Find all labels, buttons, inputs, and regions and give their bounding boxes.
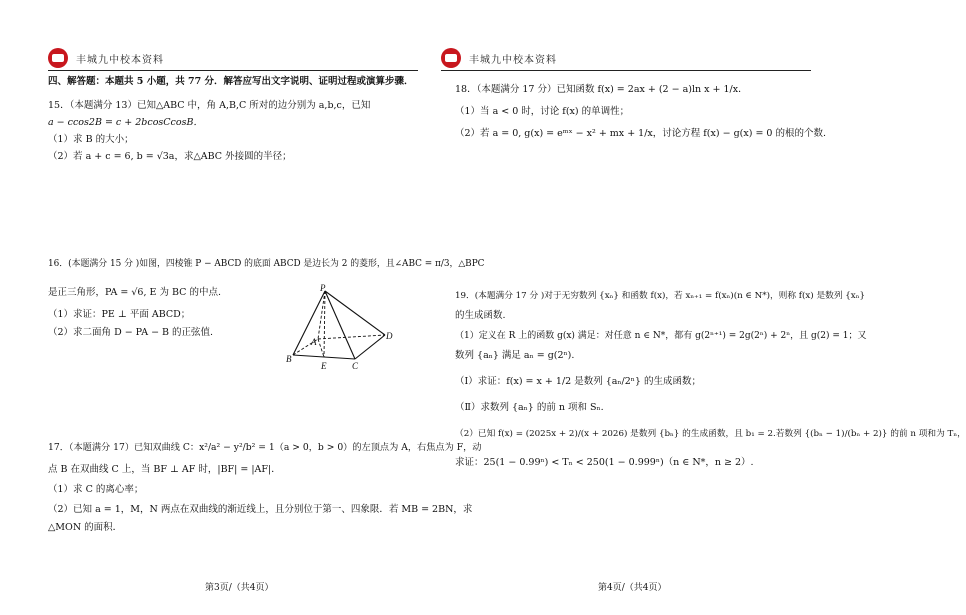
school-logo-icon [48, 48, 68, 68]
q19-line3: （1）定义在 R 上的函数 g(x) 满足：对任意 n ∈ N*，都有 g(2ⁿ⁺¹) = 2g(2ⁿ) + 2ⁿ，且 g(2) = 1；又 [455, 331, 867, 341]
q19-line6: （Ⅱ）求数列 {aₙ} 的前 n 项和 Sₙ. [455, 402, 604, 413]
right-header [441, 47, 811, 69]
q16-line1: 16．(本题满分 15 分 )如图，四棱锥 P − ABCD 的底面 ABCD 是边长为 2 的菱形，且∠ABC = π/3，△BPC [48, 259, 485, 269]
edge-ae [318, 339, 324, 357]
edge-pc [325, 291, 355, 359]
q16-line3: （1）求证：PE ⊥ 平面 ABCD； [48, 309, 191, 320]
left-header [48, 47, 418, 69]
q17-line5: △MON 的面积． [48, 522, 123, 533]
label-b: B [286, 354, 292, 364]
q18-line3: （2）若 a = 0, g(x) = eᵐˣ − x² + mx + 1/x，讨论方程 f(x) − g(x) = 0 的根的个数. [455, 128, 827, 139]
label-d: D [386, 331, 393, 341]
q19-line7: （2）已知 f(x) = (2025x + 2)/(x + 2026) 是数列 {bₙ} 的生成函数，且 b₁ = 2.若数列 {(bₙ − 1)/(bₙ + 2)} 的前 n 项和为 Tₙ， [455, 429, 966, 439]
q18-line1: 18．（本题满分 17 分）已知函数 f(x) = 2ax + (2 − a)ln x + 1/x． [455, 84, 748, 95]
q19-line5: （Ⅰ）求证：f(x) = x + 1/2 是数列 {aₙ/2ⁿ} 的生成函数； [455, 376, 701, 387]
q19-line8: 求证：25(1 − 0.99ⁿ) < Tₙ < 250(1 − 0.999ⁿ)（n ∈ N*，n ≥ 2）. [455, 457, 754, 468]
edge-cd [355, 335, 385, 359]
q15-line2: a − ccos2B = c + 2bcosCcosB． [48, 117, 203, 128]
left-page-footer: 第3页/（共4页） [205, 583, 274, 593]
q17-line3: （1）求 C 的离心率； [48, 484, 144, 495]
q19-line4: 数列 {aₙ} 满足 aₙ = g(2ⁿ). [455, 350, 575, 361]
edge-pe [324, 291, 325, 357]
q17-line2: 点 B 在双曲线 C 上，当 BF ⊥ AF 时，|BF| = |AF|． [48, 464, 281, 475]
q16-line2: 是正三角形，PA = √6, E 为 BC 的中点. [48, 287, 221, 298]
q15-line3: （1）求 B 的大小； [48, 134, 134, 145]
q17-line1: 17．（本题满分 17）已知双曲线 C：x²/a² − y²/b² = 1（a > 0，b > 0）的左顶点为 A，右焦点为 F，动 [48, 442, 482, 453]
pyramid-figure [280, 283, 400, 373]
q15-line1: 15．（本题满分 13）已知△ABC 中，角 A,B,C 所对的边分别为 a,b,c，已知 [48, 100, 371, 111]
school-logo-icon [441, 48, 461, 68]
q19-line2: 的生成函数. [455, 310, 506, 321]
school-name: 丰城九中校本资料 [469, 54, 557, 66]
q16-line4: （2）求二面角 D − PA − B 的正弦值. [48, 327, 214, 338]
header-divider [48, 70, 418, 71]
edge-pd [325, 291, 385, 335]
label-e: E [321, 361, 327, 371]
q17-line4: （2）已知 a = 1，M，N 两点在双曲线的渐近线上，且分别位于第一、四象限．若 MB = 2BN，求 [48, 504, 473, 515]
label-c: C [352, 361, 359, 371]
q18-line2: （1）当 a < 0 时，讨论 f(x) 的单调性； [455, 106, 630, 117]
section-title: 四、解答题：本题共 5 小题，共 77 分．解答应写出文字说明、证明过程或演算步骤． [48, 76, 414, 87]
q19-line1: 19．(本题满分 17 分 )对于无穷数列 {xₙ} 和函数 f(x)，若 xₙ₊₁ = f(xₙ)(n ∈ N*)，则称 f(x) 是数列 {xₙ} [455, 291, 865, 301]
edge-ad [318, 335, 385, 339]
header-divider [441, 70, 811, 71]
right-page-footer: 第4页/（共4页） [598, 583, 667, 593]
label-p: P [320, 283, 326, 293]
label-a: A [311, 337, 317, 347]
q15-line4: （2）若 a + c = 6, b = √3a，求△ABC 外接圆的半径； [48, 151, 292, 162]
school-name: 丰城九中校本资料 [76, 54, 164, 66]
